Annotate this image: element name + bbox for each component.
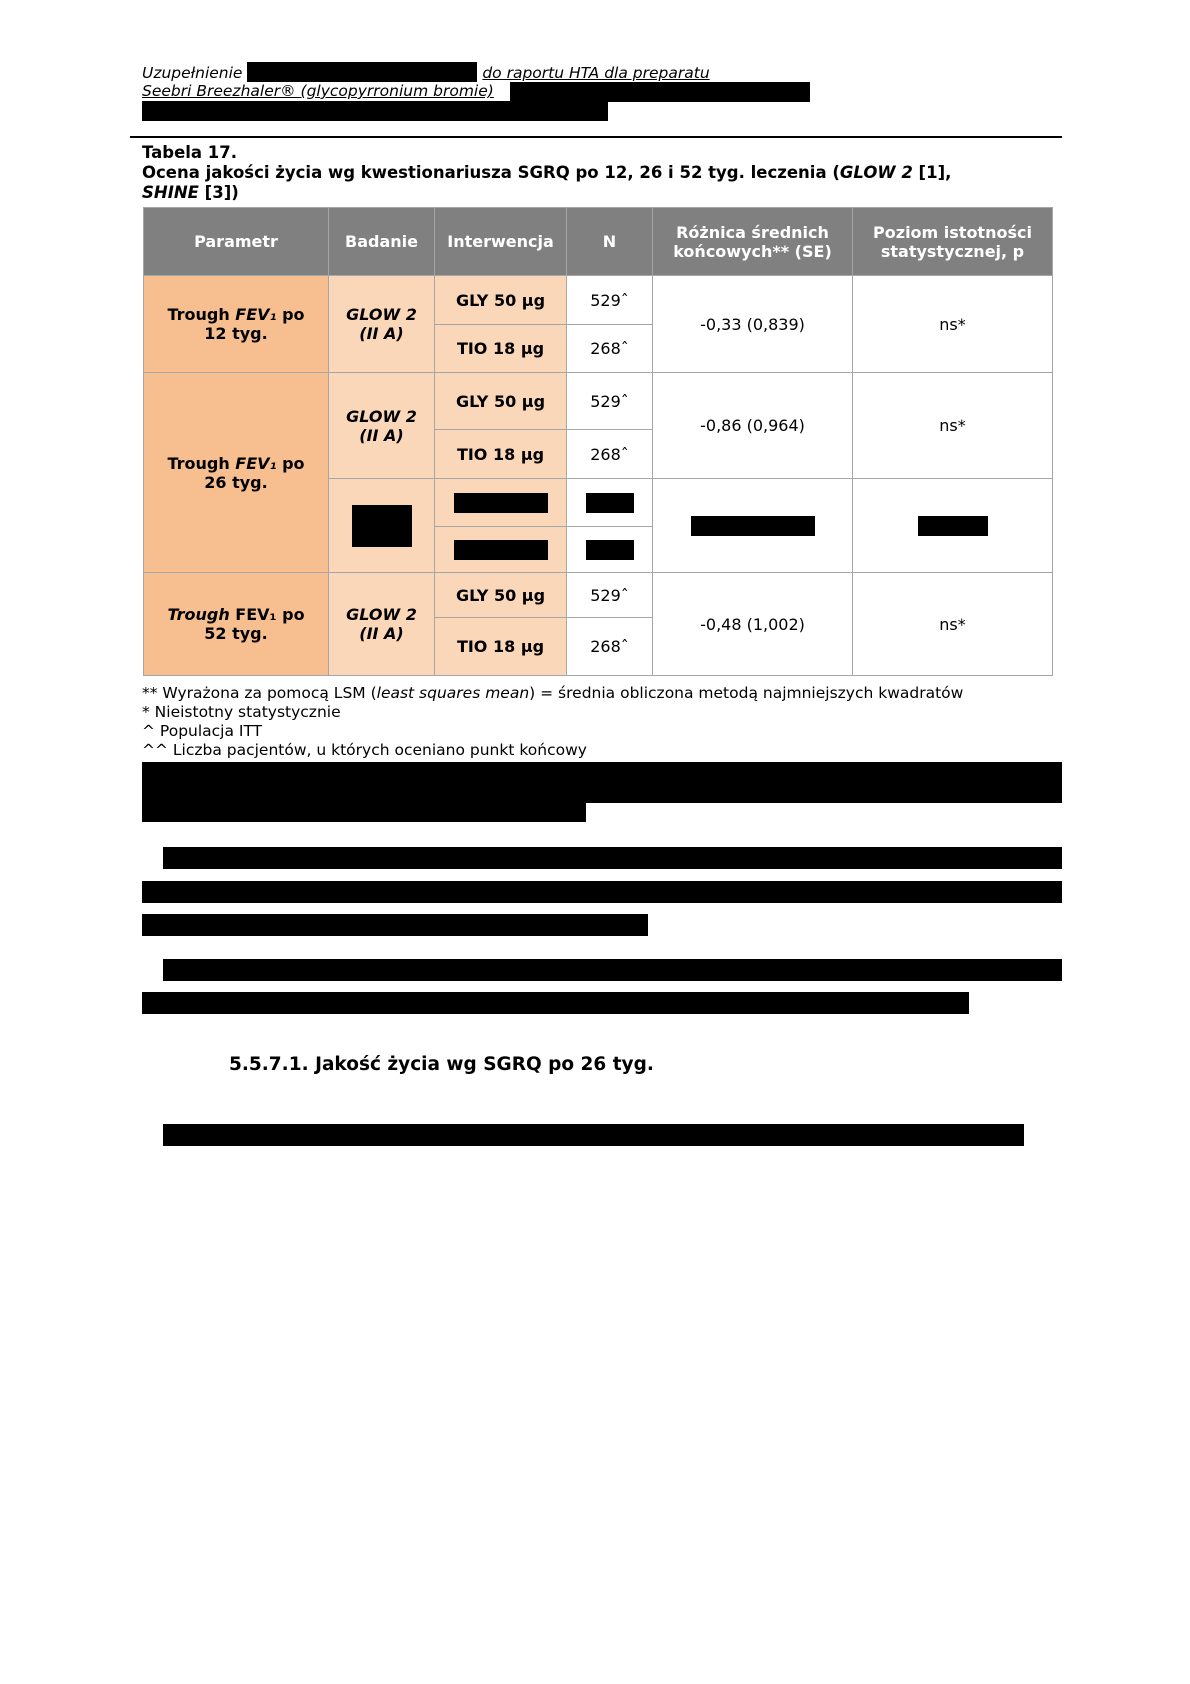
col-header-badanie: Badanie <box>329 208 435 276</box>
redaction <box>142 101 608 121</box>
header-rule <box>130 136 1062 138</box>
header-line-1 <box>142 62 710 83</box>
redacted-cell <box>435 527 567 573</box>
redaction <box>352 505 412 547</box>
param-cell: Trough FEV₁ po 12 tyg. <box>144 276 329 373</box>
redaction <box>454 493 548 513</box>
redaction <box>163 1124 1024 1146</box>
p-cell: ns* <box>853 373 1053 479</box>
redaction <box>691 516 815 536</box>
table-row <box>144 276 1053 325</box>
redaction <box>586 540 634 560</box>
redaction <box>510 82 810 102</box>
intervention-cell: TIO 18 µg <box>435 430 567 479</box>
param-cell: Trough FEV₁ po 26 tyg. <box>144 373 329 573</box>
redacted-cell <box>435 479 567 527</box>
footnote-lsm: ** Wyrażona za pomocą LSM (least squares mean) = średnia obliczona metodą najmniejszych kwadratów <box>142 684 964 702</box>
footnote-n: ^^ Liczba pacjentów, u których oceniano punkt końcowy <box>142 741 587 759</box>
redaction <box>142 762 1062 803</box>
redacted-cell <box>853 479 1053 573</box>
redaction <box>142 881 1062 903</box>
section-number: 5.5.7.1. <box>229 1054 309 1075</box>
col-header-interwencja: Interwencja <box>435 208 567 276</box>
header-prefix: Uzupełnienie <box>142 64 243 82</box>
header-suffix: do raportu HTA dla preparatu <box>482 64 710 82</box>
intervention-cell: TIO 18 µg <box>435 618 567 676</box>
table-row <box>144 373 1053 430</box>
redaction <box>454 540 548 560</box>
n-cell: 268ˆ <box>567 430 653 479</box>
redaction <box>247 62 477 82</box>
col-header-p: Poziom istotności statystycznej, p <box>853 208 1053 276</box>
n-cell: 529ˆ <box>567 573 653 618</box>
redaction <box>163 959 1062 981</box>
header-product: Seebri Breezhaler® (glycopyrronium bromie) <box>142 82 494 100</box>
footnote-ns: * Nieistotny statystycznie <box>142 703 341 721</box>
study-cell: GLOW 2 (II A) <box>329 276 435 373</box>
intervention-cell: TIO 18 µg <box>435 325 567 373</box>
diff-cell: -0,48 (1,002) <box>653 573 853 676</box>
results-table <box>143 207 1053 676</box>
study-cell: GLOW 2 (II A) <box>329 573 435 676</box>
redaction <box>586 493 634 513</box>
table-caption-line-2: Ocena jakości życia wg kwestionariusza SGRQ po 12, 26 i 52 tyg. leczenia (GLOW 2 [1], <box>142 163 952 182</box>
section-title: Jakość życia wg SGRQ po 26 tyg. <box>315 1054 654 1075</box>
n-cell: 268ˆ <box>567 325 653 373</box>
redaction <box>142 802 586 822</box>
intervention-cell: GLY 50 µg <box>435 276 567 325</box>
intervention-cell: GLY 50 µg <box>435 373 567 430</box>
col-header-n: N <box>567 208 653 276</box>
redacted-cell <box>653 479 853 573</box>
diff-cell: -0,33 (0,839) <box>653 276 853 373</box>
footnote-itt: ^ Populacja ITT <box>142 722 263 740</box>
diff-cell: -0,86 (0,964) <box>653 373 853 479</box>
redaction <box>142 992 969 1014</box>
table-caption-line-3: SHINE [3]) <box>142 183 239 202</box>
redaction <box>142 914 648 936</box>
table-row <box>144 573 1053 618</box>
table-header-row <box>144 208 1053 276</box>
p-cell: ns* <box>853 573 1053 676</box>
col-header-roznica: Różnica średnich końcowych** (SE) <box>653 208 853 276</box>
intervention-cell: GLY 50 µg <box>435 573 567 618</box>
n-cell: 268ˆ <box>567 618 653 676</box>
n-cell: 529ˆ <box>567 373 653 430</box>
section-heading <box>229 1054 654 1075</box>
header-line-2 <box>142 82 494 101</box>
study-cell: GLOW 2 (II A) <box>329 373 435 479</box>
col-header-parametr: Parametr <box>144 208 329 276</box>
redacted-cell <box>329 479 435 573</box>
redacted-cell <box>567 527 653 573</box>
n-cell: 529ˆ <box>567 276 653 325</box>
p-cell: ns* <box>853 276 1053 373</box>
redaction <box>918 516 988 536</box>
param-cell: Trough FEV₁ po 52 tyg. <box>144 573 329 676</box>
redacted-cell <box>567 479 653 527</box>
redaction <box>163 847 1062 869</box>
table-number: Tabela 17. <box>142 143 238 162</box>
